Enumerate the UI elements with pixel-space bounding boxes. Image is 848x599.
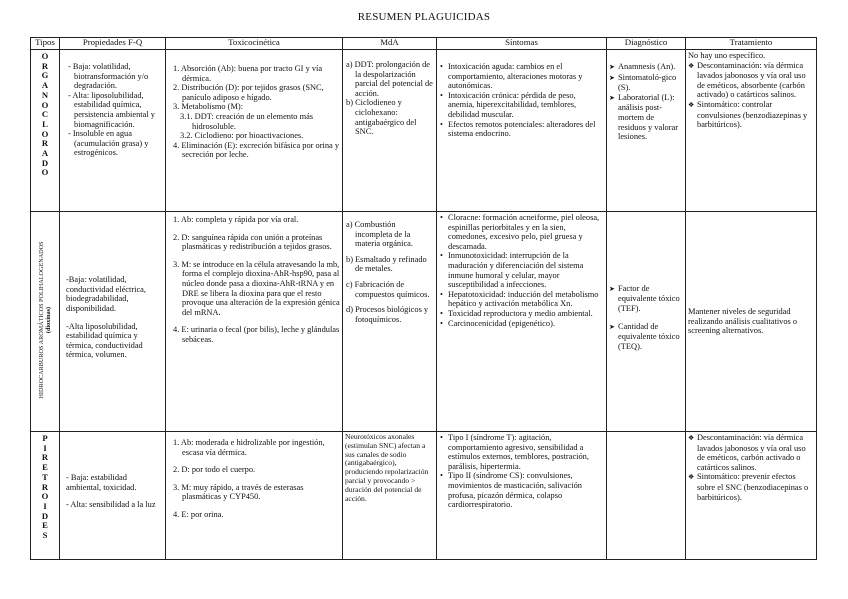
- list-item: 3.2. Ciclodieno: por bioactivaciones.: [180, 131, 304, 141]
- mda-organoclorado: [343, 50, 437, 212]
- list-item: • Intoxicación crónica: pérdida de peso, anemia, hiperexcitabilidad, temblores, debilidad muscular.: [439, 91, 604, 120]
- diagnostico-piretroides: [607, 432, 686, 560]
- row-organoclorado: [31, 50, 817, 212]
- list-item: ➤ Anamnesis (An).: [609, 62, 683, 73]
- sintomas-piretroides: [437, 432, 607, 560]
- header-sintomas: Síntomas: [437, 38, 607, 50]
- list-item: 3. M: muy rápido, a través de esterasas plasmáticas y CYP450.: [173, 482, 304, 502]
- mda-hidrocarburos: [343, 212, 437, 432]
- tratamiento-text: Mantener niveles de seguridad realizando análisis cualitativos o screening alternativos.: [688, 307, 798, 336]
- list-item: 1. Ab: completa y rápida por vía oral.: [173, 215, 299, 224]
- mda-piretroides: [343, 432, 437, 560]
- header-toxicocinetica: Toxicocinética: [166, 38, 343, 50]
- list-item: - Baja: estabilidad ambiental, toxicidad.: [66, 473, 137, 492]
- mda-text: Neurotóxicos axonales (estimulan SNC) afectan a sus canales de sodio (antigabaérgico), produciendo repolarización parcial y provocando > duración del potencial de acción.: [345, 432, 429, 503]
- list-item: • Toxicidad reproductora y medio ambiental.: [439, 309, 604, 319]
- toxicocinetica-piretroides: [166, 432, 343, 560]
- list-item: ➤ Cantidad de equivalente tóxico (TEQ).: [609, 322, 683, 352]
- list-item: 1. Ab: moderada e hidrolizable por ingestión, escasa vía dérmica.: [173, 438, 325, 457]
- list-item: • Cloracne: formación acneiforme, piel oleosa, espinillas periorbitales y en la sien, comedones, excesivo pelo, piel gruesa y descamada.: [439, 213, 604, 251]
- toxicocinetica-hidrocarburos: [166, 212, 343, 432]
- list-item: ➤ Sintomatoló-gico (S).: [609, 73, 683, 93]
- header-row: [31, 38, 817, 50]
- list-item: c) Fabricación de compuestos químicos.: [346, 279, 430, 299]
- list-item: • Efectos remotos potenciales: alteradores del sistema endocrino.: [439, 120, 604, 139]
- tipo-piretroides: P I R E T R O I D E S: [31, 432, 60, 560]
- list-item: ❖ Descontaminación: vía dérmica lavados jabonosos y vía oral uso de eméticos, absorbente (carbón activado) o catárticos salinos.: [688, 61, 814, 100]
- list-item: -Alta liposolubilidad, estabilidad química y térmica, conductividad térmica, volumen.: [66, 321, 143, 360]
- header-propiedades: Propiedades F-Q: [60, 38, 166, 50]
- list-item: - Alta: sensibilidad a la luz: [66, 500, 156, 510]
- propiedades-organoclorado: [60, 50, 166, 212]
- propiedades-piretroides: [60, 432, 166, 560]
- sintomas-hidrocarburos: [437, 212, 607, 432]
- row-piretroides: [31, 432, 817, 560]
- header-mda: MdA: [343, 38, 437, 50]
- list-item: 3.1. DDT: creación de un elemento más hidrosoluble.: [180, 111, 314, 131]
- tratamiento-organoclorado: [686, 50, 817, 212]
- header-diagnostico: Diagnóstico: [607, 38, 686, 50]
- list-item: 2. Distribución (D): por tejidos grasos (SNC, panículo adiposo e hígado.: [173, 83, 324, 102]
- tratamiento-piretroides: [686, 432, 817, 560]
- toxicocinetica-organoclorado: [166, 50, 343, 212]
- propiedades-hidrocarburos: [60, 212, 166, 432]
- list-item: 2. D: por todo el cuerpo.: [173, 465, 256, 475]
- tipo-organoclorado: O R G A N O C L O R A D O: [31, 50, 60, 212]
- list-item: - Baja: volatilidad, biotransformación y/o degradación.: [68, 62, 149, 91]
- tipo-rot-line2: (dioxinas): [45, 306, 52, 334]
- list-item: 4. Eliminación (E): excreción bifásica por orina y secreción por leche.: [173, 140, 340, 160]
- list-item: ❖ Descontaminación: vía dérmica lavados jabonosos y vía oral uso de eméticos, carbón activado o catárticos salinos.: [688, 433, 814, 472]
- tratamiento-hidrocarburos: [686, 212, 817, 432]
- tipo-rot-line1: HIDROCARBUROS AROMÁTICOS POLIHALOGENADOS: [38, 241, 45, 399]
- list-item: a) DDT: prolongación de la despolarización parcial del potencial de acción.: [346, 60, 433, 98]
- list-item: ❖ Sintomático: prevenir efectos sobre el SNC (benzodiacepinas o barbitúricos).: [688, 472, 814, 502]
- summary-table: [30, 37, 817, 560]
- document-title: RESUMEN PLAGUICIDAS: [357, 11, 491, 23]
- list-item: b) Esmaltado y refinado de metales.: [346, 254, 427, 274]
- list-item: ➤ Factor de equivalente tóxico (TEF).: [609, 284, 683, 314]
- diagnostico-hidrocarburos: [607, 212, 686, 432]
- list-item: b) Ciclodieneo y ciclohexano: antigabaérgico del SNC.: [346, 98, 417, 137]
- list-item: - Alta: liposolubilidad, estabilidad química, persistencia ambiental y biomagnificación.: [68, 90, 155, 129]
- list-item: - Insoluble en agua (acumulación grasa) y estrogénicos.: [68, 129, 149, 158]
- list-item: 4. E: urinaria o fecal (por bilis), leche y glándulas sebáceas.: [173, 325, 340, 344]
- diagnostico-organoclorado: [607, 50, 686, 212]
- tipo-hidrocarburos: [31, 212, 60, 432]
- list-item: -Baja: volatilidad, conductividad eléctrica, biodegradabilidad, disponibilidad.: [66, 275, 146, 313]
- list-item: 1. Absorción (Ab): buena por tracto GI y vía dérmica.: [173, 64, 323, 83]
- list-item: • Carcinocenicidad (epigenético).: [439, 319, 604, 329]
- list-item: 4. E: por orina.: [173, 509, 224, 519]
- list-item: • Inmunotoxicidad: interrupción de la maduración y diferenciación del sistema inmune humoral y celular, mayor susceptibilidad a infecciones.: [439, 251, 604, 289]
- sintomas-organoclorado: [437, 50, 607, 212]
- tratamiento-intro: No hay uno específico.: [688, 51, 766, 60]
- row-hidrocarburos: [31, 212, 817, 432]
- list-item: • Hepatotoxicidad: inducción del metabolismo hepático y activación metabólica Xn.: [439, 290, 604, 309]
- list-item: • Tipo II (síndrome CS): convulsiones, movimientos de masticación, salivación profusa, picazón dérmica, colapso cardiorrespiratorio.: [439, 471, 604, 509]
- list-item: • Tipo I (síndrome T): agitación, comportamiento agresivo, sensibilidad a estímulos externos, temblores, postración, parálisis, hipertermia.: [439, 433, 604, 471]
- list-item: 3. Metabolismo (M):: [173, 102, 244, 112]
- header-tratamiento: Tratamiento: [686, 38, 817, 50]
- list-item: 2. D: sanguínea rápida con unión a proteínas plasmáticas y redistribución a tejidos grasos.: [173, 232, 332, 252]
- list-item: a) Combustión incompleta de la materia orgánica.: [346, 220, 413, 249]
- list-item: d) Procesos biológicos y fotoquímicos.: [346, 305, 429, 324]
- list-item: 3. M: se introduce en la célula atravesando la mb, forma el complejo dioxina-AhR-hsp90, pasa al núcleo donde pasa a dioxina-AhR-tRNA y en DRE se libera la dioxina para que el resto provoque una alteración de la expresión génica del mRNA.: [173, 259, 340, 317]
- list-item: ➤ Laboratorial (L): análisis post-mortem de residuos y valorar lesiones.: [609, 93, 683, 142]
- list-item: • Intoxicación aguda: cambios en el comportamiento, alteraciones motoras y autonómicas.: [439, 62, 604, 91]
- list-item: ❖ Sintomático: controlar convulsiones (benzodiazepinas y barbitúricos).: [688, 100, 814, 130]
- header-tipos: Tipos: [31, 38, 60, 50]
